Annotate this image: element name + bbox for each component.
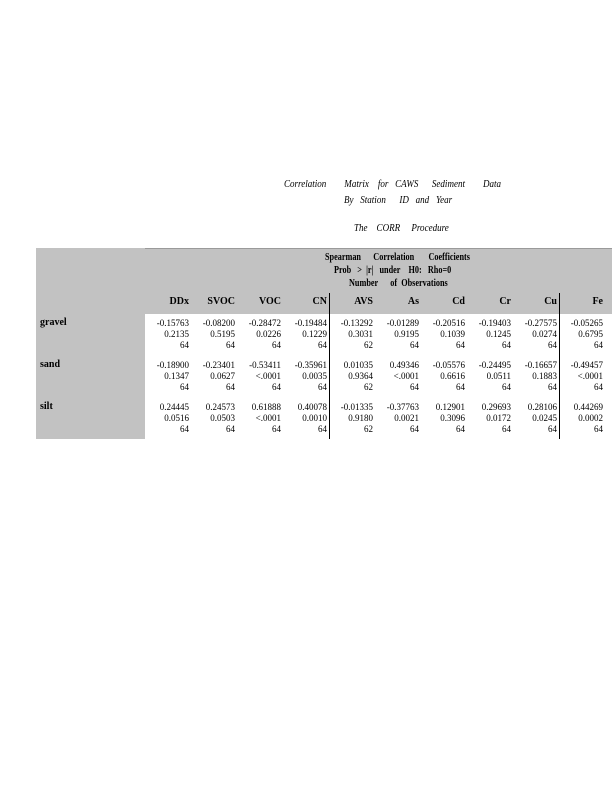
observation-count: 64 bbox=[456, 382, 465, 392]
observation-count: 64 bbox=[456, 424, 465, 434]
observation-count: 64 bbox=[226, 382, 235, 392]
table-cell bbox=[423, 360, 465, 393]
table-cell bbox=[147, 318, 189, 351]
observation-count: 64 bbox=[226, 340, 235, 350]
p-value: 0.1245 bbox=[486, 329, 511, 339]
table-cell bbox=[193, 318, 235, 351]
p-value: <.0001 bbox=[577, 371, 603, 381]
correlation-value: -0.19403 bbox=[478, 318, 511, 328]
procedure-name: The CORR Procedure bbox=[354, 222, 449, 234]
correlation-value: -0.05265 bbox=[570, 318, 603, 328]
p-value: 0.0021 bbox=[394, 413, 419, 423]
table-cell bbox=[285, 360, 327, 393]
report-subtitle: By Station ID and Year bbox=[344, 194, 453, 206]
table-cell bbox=[331, 318, 373, 351]
table-cell bbox=[193, 360, 235, 393]
observation-count: 64 bbox=[410, 424, 419, 434]
observation-count: 64 bbox=[318, 424, 327, 434]
correlation-value: 0.01035 bbox=[343, 360, 373, 370]
table-cell bbox=[147, 360, 189, 393]
row-header-gravel: gravel bbox=[40, 317, 67, 328]
correlation-value: -0.15763 bbox=[156, 318, 189, 328]
correlation-value: -0.01335 bbox=[340, 402, 373, 412]
column-header-fe: Fe bbox=[592, 296, 603, 307]
table-cell bbox=[377, 360, 419, 393]
p-value: 0.0274 bbox=[532, 329, 557, 339]
correlation-value: -0.18900 bbox=[156, 360, 189, 370]
column-group-divider bbox=[329, 293, 330, 439]
correlation-table bbox=[36, 248, 612, 439]
table-cell bbox=[331, 360, 373, 393]
correlation-value: -0.49457 bbox=[570, 360, 603, 370]
p-value: 0.9180 bbox=[348, 413, 373, 423]
table-caption-line1: Spearman Correlation Coefficients bbox=[325, 252, 470, 263]
p-value: 0.0245 bbox=[532, 413, 557, 423]
correlation-value: -0.24495 bbox=[478, 360, 511, 370]
row-header-sand: sand bbox=[40, 359, 61, 370]
correlation-value: -0.23401 bbox=[202, 360, 235, 370]
p-value: 0.9364 bbox=[348, 371, 373, 381]
table-cell bbox=[561, 360, 603, 393]
p-value: 0.3096 bbox=[440, 413, 465, 423]
correlation-value: -0.28472 bbox=[248, 318, 281, 328]
p-value: <.0001 bbox=[393, 371, 419, 381]
correlation-value: -0.08200 bbox=[202, 318, 235, 328]
correlation-value: 0.24573 bbox=[205, 402, 235, 412]
observation-count: 64 bbox=[594, 382, 603, 392]
correlation-value: 0.44269 bbox=[573, 402, 603, 412]
p-value: 0.1883 bbox=[532, 371, 557, 381]
correlation-value: -0.37763 bbox=[386, 402, 419, 412]
observation-count: 62 bbox=[364, 340, 373, 350]
p-value: <.0001 bbox=[255, 413, 281, 423]
observation-count: 64 bbox=[548, 382, 557, 392]
column-header-avs: AVS bbox=[354, 296, 373, 307]
table-cell bbox=[561, 402, 603, 435]
p-value: 0.0035 bbox=[302, 371, 327, 381]
table-cell bbox=[285, 402, 327, 435]
correlation-value: -0.20516 bbox=[432, 318, 465, 328]
p-value: <.0001 bbox=[255, 371, 281, 381]
p-value: 0.5195 bbox=[210, 329, 235, 339]
observation-count: 64 bbox=[410, 382, 419, 392]
observation-count: 64 bbox=[548, 340, 557, 350]
observation-count: 64 bbox=[272, 424, 281, 434]
p-value: 0.0010 bbox=[302, 413, 327, 423]
observation-count: 64 bbox=[180, 382, 189, 392]
table-cell bbox=[239, 318, 281, 351]
p-value: 0.1229 bbox=[302, 329, 327, 339]
row-header-silt: silt bbox=[40, 401, 53, 412]
observation-count: 64 bbox=[272, 382, 281, 392]
p-value: 0.0172 bbox=[486, 413, 511, 423]
observation-count: 64 bbox=[594, 340, 603, 350]
table-caption-line3: Number of Observations bbox=[349, 278, 448, 289]
p-value: 0.0511 bbox=[486, 371, 511, 381]
table-cell bbox=[469, 360, 511, 393]
report-title: Correlation Matrix for CAWS Sediment Data bbox=[284, 178, 502, 190]
table-cell bbox=[377, 318, 419, 351]
column-header-cd: Cd bbox=[452, 296, 465, 307]
observation-count: 64 bbox=[226, 424, 235, 434]
table-cell bbox=[377, 402, 419, 435]
table-cell bbox=[515, 360, 557, 393]
correlation-value: 0.61888 bbox=[251, 402, 281, 412]
p-value: 0.6616 bbox=[440, 371, 465, 381]
table-cell bbox=[193, 402, 235, 435]
observation-count: 64 bbox=[502, 382, 511, 392]
p-value: 0.3031 bbox=[348, 329, 373, 339]
table-cell bbox=[147, 402, 189, 435]
observation-count: 64 bbox=[456, 340, 465, 350]
table-cell bbox=[331, 402, 373, 435]
p-value: 0.0503 bbox=[210, 413, 235, 423]
table-cell bbox=[239, 402, 281, 435]
p-value: 0.9195 bbox=[394, 329, 419, 339]
observation-count: 64 bbox=[410, 340, 419, 350]
p-value: 0.0516 bbox=[164, 413, 189, 423]
p-value: 0.0226 bbox=[256, 329, 281, 339]
observation-count: 64 bbox=[502, 424, 511, 434]
correlation-value: 0.40078 bbox=[297, 402, 327, 412]
column-header-cn: CN bbox=[312, 296, 327, 307]
table-cell bbox=[423, 318, 465, 351]
observation-count: 64 bbox=[502, 340, 511, 350]
column-header-voc: VOC bbox=[258, 296, 281, 307]
correlation-value: -0.13292 bbox=[340, 318, 373, 328]
table-cell bbox=[515, 402, 557, 435]
observation-count: 64 bbox=[272, 340, 281, 350]
table-cell bbox=[285, 318, 327, 351]
observation-count: 64 bbox=[318, 340, 327, 350]
observation-count: 64 bbox=[594, 424, 603, 434]
correlation-value: 0.24445 bbox=[159, 402, 189, 412]
table-cell bbox=[561, 318, 603, 351]
correlation-value: 0.12901 bbox=[435, 402, 465, 412]
p-value: 0.1039 bbox=[440, 329, 465, 339]
column-group-divider bbox=[559, 293, 560, 439]
p-value: 0.0627 bbox=[210, 371, 235, 381]
observation-count: 62 bbox=[364, 424, 373, 434]
table-cell bbox=[469, 402, 511, 435]
column-header-ddx: DDx bbox=[169, 296, 189, 307]
table-cell bbox=[423, 402, 465, 435]
table-caption-line2: Prob > |r| under H0: Rho=0 bbox=[334, 265, 452, 276]
p-value: 0.1347 bbox=[164, 371, 189, 381]
correlation-value: -0.35961 bbox=[294, 360, 327, 370]
correlation-value: -0.16657 bbox=[524, 360, 557, 370]
column-header-cu: Cu bbox=[544, 296, 557, 307]
p-value: 0.6795 bbox=[578, 329, 603, 339]
correlation-value: -0.19484 bbox=[294, 318, 327, 328]
p-value: 0.0002 bbox=[578, 413, 603, 423]
correlation-value: -0.01289 bbox=[386, 318, 419, 328]
correlation-value: -0.53411 bbox=[249, 360, 281, 370]
observation-count: 64 bbox=[548, 424, 557, 434]
observation-count: 64 bbox=[180, 424, 189, 434]
p-value: 0.2135 bbox=[164, 329, 189, 339]
column-header-as: As bbox=[407, 296, 419, 307]
column-header-svoc: SVOC bbox=[207, 296, 235, 307]
correlation-value: 0.28106 bbox=[527, 402, 557, 412]
column-header-cr: Cr bbox=[499, 296, 511, 307]
correlation-value: -0.27575 bbox=[524, 318, 557, 328]
table-cell bbox=[469, 318, 511, 351]
table-cell bbox=[515, 318, 557, 351]
observation-count: 64 bbox=[318, 382, 327, 392]
correlation-value: -0.05576 bbox=[432, 360, 465, 370]
observation-count: 64 bbox=[180, 340, 189, 350]
observation-count: 62 bbox=[364, 382, 373, 392]
correlation-value: 0.49346 bbox=[389, 360, 419, 370]
correlation-value: 0.29693 bbox=[481, 402, 511, 412]
table-cell bbox=[239, 360, 281, 393]
